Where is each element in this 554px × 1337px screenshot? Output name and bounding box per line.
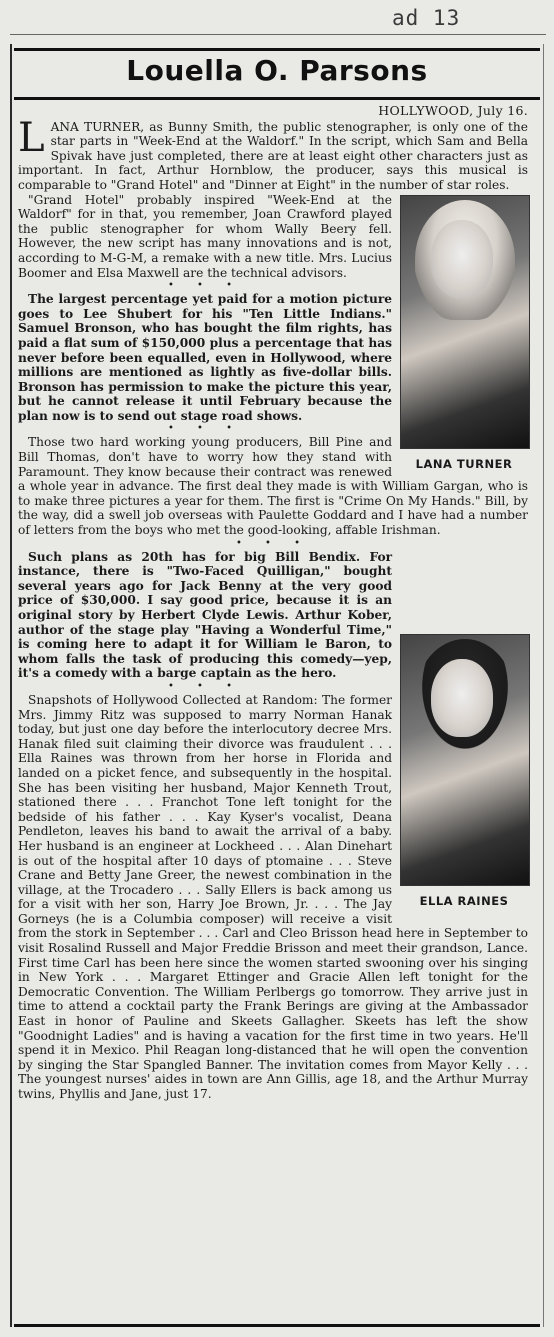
paragraph-6: Snapshots of Hollywood Collected at Random: The former Mrs. Jimmy Ritz was supposed to marry Norman Hanak today, but just one day before the interlocutory decree Mrs. Hanak filed suit claiming their divorce was fraudulent . . . Ella Raines was thrown from her horse in Florida and landed on a picket fence, and subsequently in the hospital. She has been visiting her husband, Major Kenneth Trout, stationed there . . . Franchot Tone left tonight for the bedside of his father . . . Kay Kyser's vocalist, Deana Pendleton, leaves his band to await the arrival of a baby. Her husband is an engineer at Lockheed . . . Alan Dinehart is out of the hospital after 10 days of ptomaine . . . Steve Crane and Betty Jane Greer, the newest combination in the village, at the Trocadero . . . Sally Ellers is back among us for a visit with her son, Harry Joe Brown, Jr. . . . The Jay Gorneys (he is a Columbia composer) will receive a visit from the stork in September . . . Carl and Cleo Brisson head here in September to visit Rosalind Russell and Major Freddie Brisson and meet their grandson, Lance. First time Carl has been here since the women started swooning over his singing in New York . . . Margaret Ettinger and Gracie Allen left tonight for the Democratic Convention. The William Perlbergs go tomorrow. They arrive just in time to attend a cocktail party the Frank Berings are giving at the Ambassador East in honor of Pauline and Skeets Gallagher. Skeets has left the show "Goodnight Ladies" and is having a vacation for the first time in two years. He'll spend it in Mexico. Phil Reagan long-distanced that he will open the convention by singing the Star Spangled Banner. The invitation comes from Mayor Kelly . . . The youngest nurses' aides in town are Ann Gillis, age 18, and the Arthur Murray twins, Phyllis and Jane, just 17. [18,692,528,1101]
article-body [18,104,528,1102]
title-rule-top [14,48,540,51]
dateline: HOLLYWOOD, July 16. [378,103,528,118]
photo-lana-turner [400,195,528,472]
paragraph-1 [18,114,528,193]
section-separator: • • • [235,537,311,549]
title-rule-bottom [14,97,540,100]
section-separator: • • • [167,423,243,435]
page-number: ad 13 [392,6,461,30]
bottom-rule [14,1324,540,1327]
paragraph-3: The largest percentage yet paid for a motion picture goes to Lee Shubert for his "Ten Little Indians." Samuel Bronson, who has bought the film rights, has paid a flat sum of $150,000 plus a percentage that has never before been equalled, even in Hollywood, where millions are mentioned as lightly as five-dollar bills. Bronson has permission to make the picture this year, but he cannot release it until February because the plan now is to send out stage road shows. [18,292,392,423]
column-title: Louella O. Parsons [126,54,428,87]
paragraph-4: Those two hard working young producers, Bill Pine and Bill Thomas, don't have to worry how they stand with Paramount. They know because their contract was renewed a whole year in advance. The first deal they made is with William Gargan, who is to make three pictures a year for them. The first is "Crime On My Hands." Bill, by the way, did a swell job overseas with Paulette Goddard and I have had a number of letters from the boys who met the good-looking, affable Irishman. [18,435,528,538]
drop-cap: L [18,114,45,161]
paragraph-5: Such plans as 20th has for big Bill Bendix. For instance, there is "Two-Faced Quilligan," bought several years ago for Jack Benny at the very good price of $30,000. I say good price, because it is an original story by Herbert Clyde Lewis. Arthur Kober, author of the stage play "Having a Wonderful Time," is coming here to adapt it for William le Baron, to whom falls the task of producing this comedy—yep, it's a comedy with a barge captain as the hero. [18,549,392,681]
top-rule [10,34,546,35]
paragraph-1-text: ANA TURNER, as Bunny Smith, the public stenographer, is only one of the star parts in "Week-End at the Waldorf." In the script, which Sam and Bella Spivak have just completed, there are at least eight other characters just as important. In fact, Arthur Hornblow, the producer, says this musical is comparable to "Grand Hotel" and "Dinner at Eight" in the number of star roles. [18,119,528,192]
ella-raines-portrait [400,634,530,886]
section-separator: • • • [167,280,243,292]
paragraph-2: "Grand Hotel" probably inspired "Week-End at the Waldorf" for in that, you remember, Joan Crawford played the public stenographer for whom Wally Beery fell. However, the new script has many innovations and is not, according to M-G-M, a remake with a new title. Mrs. Lucius Boomer and Elsa Maxwell are the technical advisors. [18,192,392,280]
photo-ella-raines [400,634,528,909]
section-separator: • • • [167,680,243,692]
photo-caption-ella-raines: ELLA RAINES [419,893,509,908]
lana-turner-portrait [400,195,530,449]
photo-caption-lana-turner: LANA TURNER [415,456,513,471]
